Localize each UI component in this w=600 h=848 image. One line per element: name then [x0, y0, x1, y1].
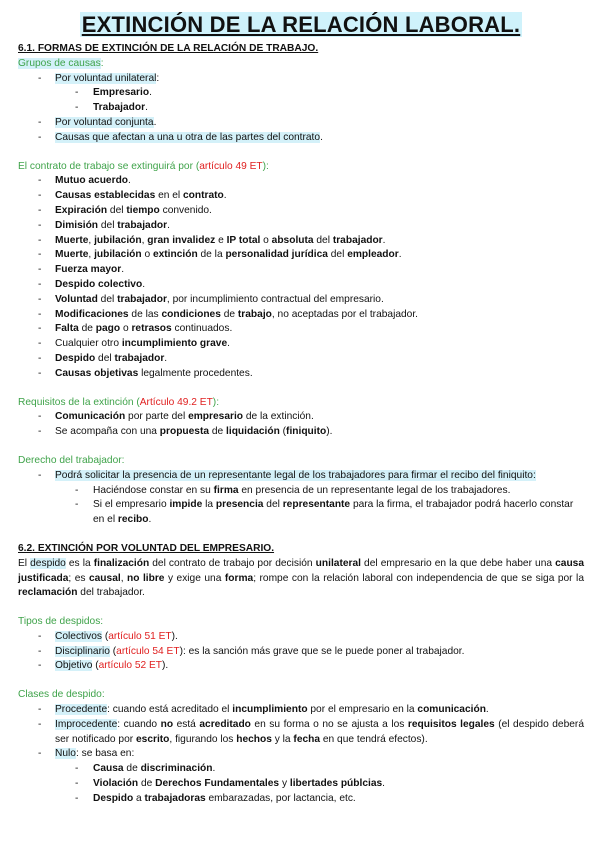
list-item: - Disciplinario (artículo 54 ET): es la sanción más grave que se le puede poner al trabajador.	[18, 645, 584, 660]
extinguira-label: El contrato de trabajo se extinguirá por (artículo 49 ET):	[18, 160, 269, 172]
requisitos-label: Requisitos de la extinción (Artículo 49.2 ET):	[18, 396, 220, 408]
list-item: - Despido a trabajadoras embarazadas, por lactancia, etc.	[18, 792, 584, 807]
grupos-causas-label: Grupos de causas:	[18, 57, 104, 69]
section-6-1-heading: 6.1. FORMAS DE EXTINCIÓN DE LA RELACIÓN DE TRABAJO.	[18, 43, 319, 54]
clases-list	[18, 703, 584, 807]
list-item: - Haciéndose constar en su firma en presencia de un representante legal de los trabajadores.	[18, 484, 584, 499]
list-item: - Colectivos (artículo 51 ET).	[18, 630, 584, 645]
list-item: - Mutuo acuerdo.	[18, 174, 584, 189]
list-item: - Modificaciones de las condiciones de trabajo, no aceptadas por el trabajador.	[18, 308, 584, 323]
list-item: - Voluntad del trabajador, por incumplimiento contractual del empresario.	[18, 293, 584, 308]
list-item: - Improcedente: cuando no está acreditado en su forma o no se ajusta a los requisitos legales (el despido deberá ser notificado por escrito, figurando los hechos y la fecha en que tendrá efectos).	[18, 718, 584, 748]
list-item: - Fuerza mayor.	[18, 263, 584, 278]
derecho-list	[18, 469, 584, 528]
tipos-despidos-label: Tipos de despidos:	[18, 616, 104, 628]
list-item: - Procedente: cuando está acreditado el incumplimiento por el empresario en la comunicación.	[18, 703, 584, 718]
list-item: - Causas que afectan a una u otra de las partes del contrato.	[18, 131, 584, 146]
list-item: - Muerte, jubilación, gran invalidez e IP total o absoluta del trabajador.	[18, 234, 584, 249]
list-item: - Empresario.	[18, 86, 584, 101]
list-item: - Cualquier otro incumplimiento grave.	[18, 337, 584, 352]
list-item: - Expiración del tiempo convenido.	[18, 204, 584, 219]
tipos-list	[18, 630, 584, 674]
causas-extincion-list	[18, 174, 584, 381]
list-item: - Muerte, jubilación o extinción de la personalidad jurídica del empleador.	[18, 248, 584, 263]
list-item: - Falta de pago o retrasos continuados.	[18, 322, 584, 337]
document-title: EXTINCIÓN DE LA RELACIÓN LABORAL.	[81, 12, 521, 37]
list-item: - Comunicación por parte del empresario de la extinción.	[18, 410, 584, 425]
list-item: - Causas objetivas legalmente procedentes.	[18, 367, 584, 382]
list-item: - Podrá solicitar la presencia de un representante legal de los trabajadores para firmar el recibo del finiquito:	[18, 469, 584, 484]
list-item: - Causas establecidas en el contrato.	[18, 189, 584, 204]
grupos-list	[18, 72, 584, 146]
derecho-label: Derecho del trabajador:	[18, 454, 125, 466]
despido-paragraph: El despido es la finalización del contrato de trabajo por decisión unilateral del empresario en la que debe haber una causa justificada; es causal, no libre y exige una forma; rompe con la relación laboral con independencia de que se siga por la reclamación del trabajador.	[18, 557, 584, 599]
list-item: - Violación de Derechos Fundamentales y libertades públcias.	[18, 777, 584, 792]
list-item: - Causa de discriminación.	[18, 762, 584, 777]
list-item: - Por voluntad conjunta.	[18, 116, 584, 131]
list-item: - Dimisión del trabajador.	[18, 219, 584, 234]
list-item: - Nulo: se basa en:	[18, 747, 584, 762]
clases-despido-label: Clases de despido:	[18, 689, 105, 701]
list-item: - Si el empresario impide la presencia del representante para la firma, el trabajador podrá hacerlo constar en el recibo.	[18, 498, 584, 528]
list-item: - Se acompaña con una propuesta de liquidación (finiquito).	[18, 425, 584, 440]
list-item: - Por voluntad unilateral:	[18, 72, 584, 87]
list-item: - Despido colectivo.	[18, 278, 584, 293]
requisitos-list	[18, 410, 584, 440]
section-6-2-heading: 6.2. EXTINCIÓN POR VOLUNTAD DEL EMPRESARIO.	[18, 542, 275, 554]
list-item: - Objetivo (artículo 52 ET).	[18, 659, 584, 674]
list-item: - Despido del trabajador.	[18, 352, 584, 367]
list-item: - Trabajador.	[18, 101, 584, 116]
